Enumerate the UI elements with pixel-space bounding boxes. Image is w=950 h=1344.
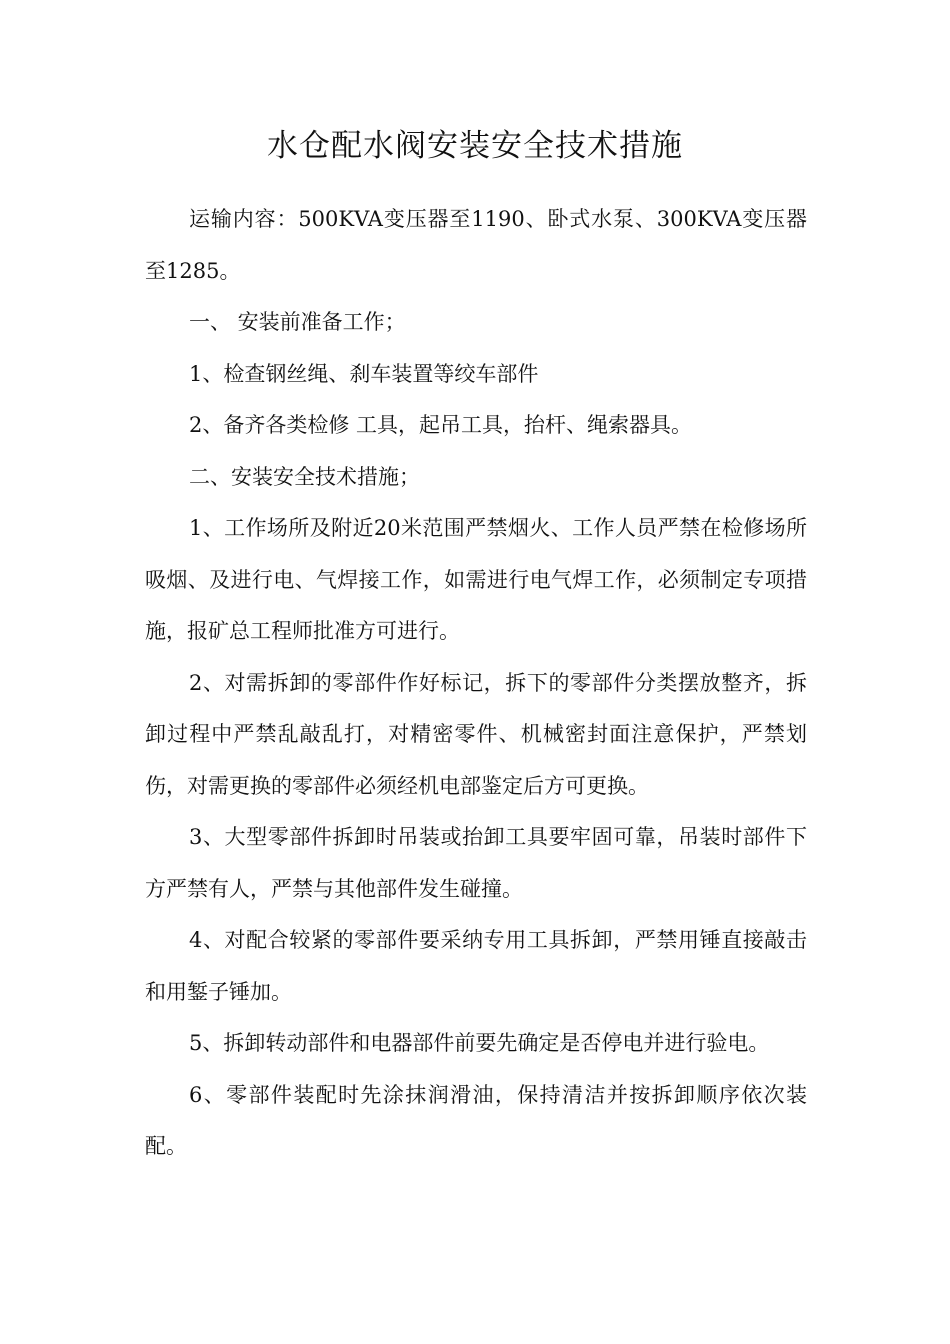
document-body	[145, 194, 807, 1173]
paragraph-transport-content: 运输内容：500KVA变压器至1190、卧式水泵、300KVA变压器至1285。	[145, 207, 807, 283]
paragraph-measure-6: 6、零部件装配时先涂抹润滑油，保持清洁并按拆卸顺序依次装配。	[145, 1082, 807, 1158]
section-heading-safety-measures: 二、安装安全技术措施；	[189, 464, 420, 489]
paragraph-measure-5: 5、拆卸转动部件和电器部件前要先确定是否停电并进行验电。	[189, 1031, 770, 1055]
paragraph-prep-item-1: 1、检查钢丝绳、刹车装置等绞车部件	[189, 361, 539, 386]
document-title: 水仓配水阀安装安全技术措施	[267, 128, 683, 164]
paragraph-prep-item-2: 2、备齐各类检修 工具，起吊工具，抬杆、绳索器具。	[189, 413, 693, 437]
paragraph-measure-3: 3、大型零部件拆卸时吊装或抬卸工具要牢固可靠，吊装时部件下方严禁有人，严禁与其他部件发生碰撞。	[145, 825, 807, 901]
section-heading-preparation: 一、 安装前准备工作；	[189, 310, 406, 334]
paragraph-measure-2: 2、对需拆卸的零部件作好标记，拆下的零部件分类摆放整齐，拆卸过程中严禁乱敲乱打，对精密零件、机械密封面注意保护，严禁划伤，对需更换的零部件必须经机电部鉴定后方可更换。	[145, 670, 807, 798]
paragraph-measure-1: 1、工作场所及附近20米范围严禁烟火、工作人员严禁在检修场所吸烟、及进行电、气焊接工作，如需进行电气焊工作，必须制定专项措施，报矿总工程师批准方可进行。	[145, 516, 807, 643]
paragraph-measure-4: 4、对配合较紧的零部件要采纳专用工具拆卸，严禁用锤直接敲击和用錾子锤加。	[145, 928, 807, 1004]
